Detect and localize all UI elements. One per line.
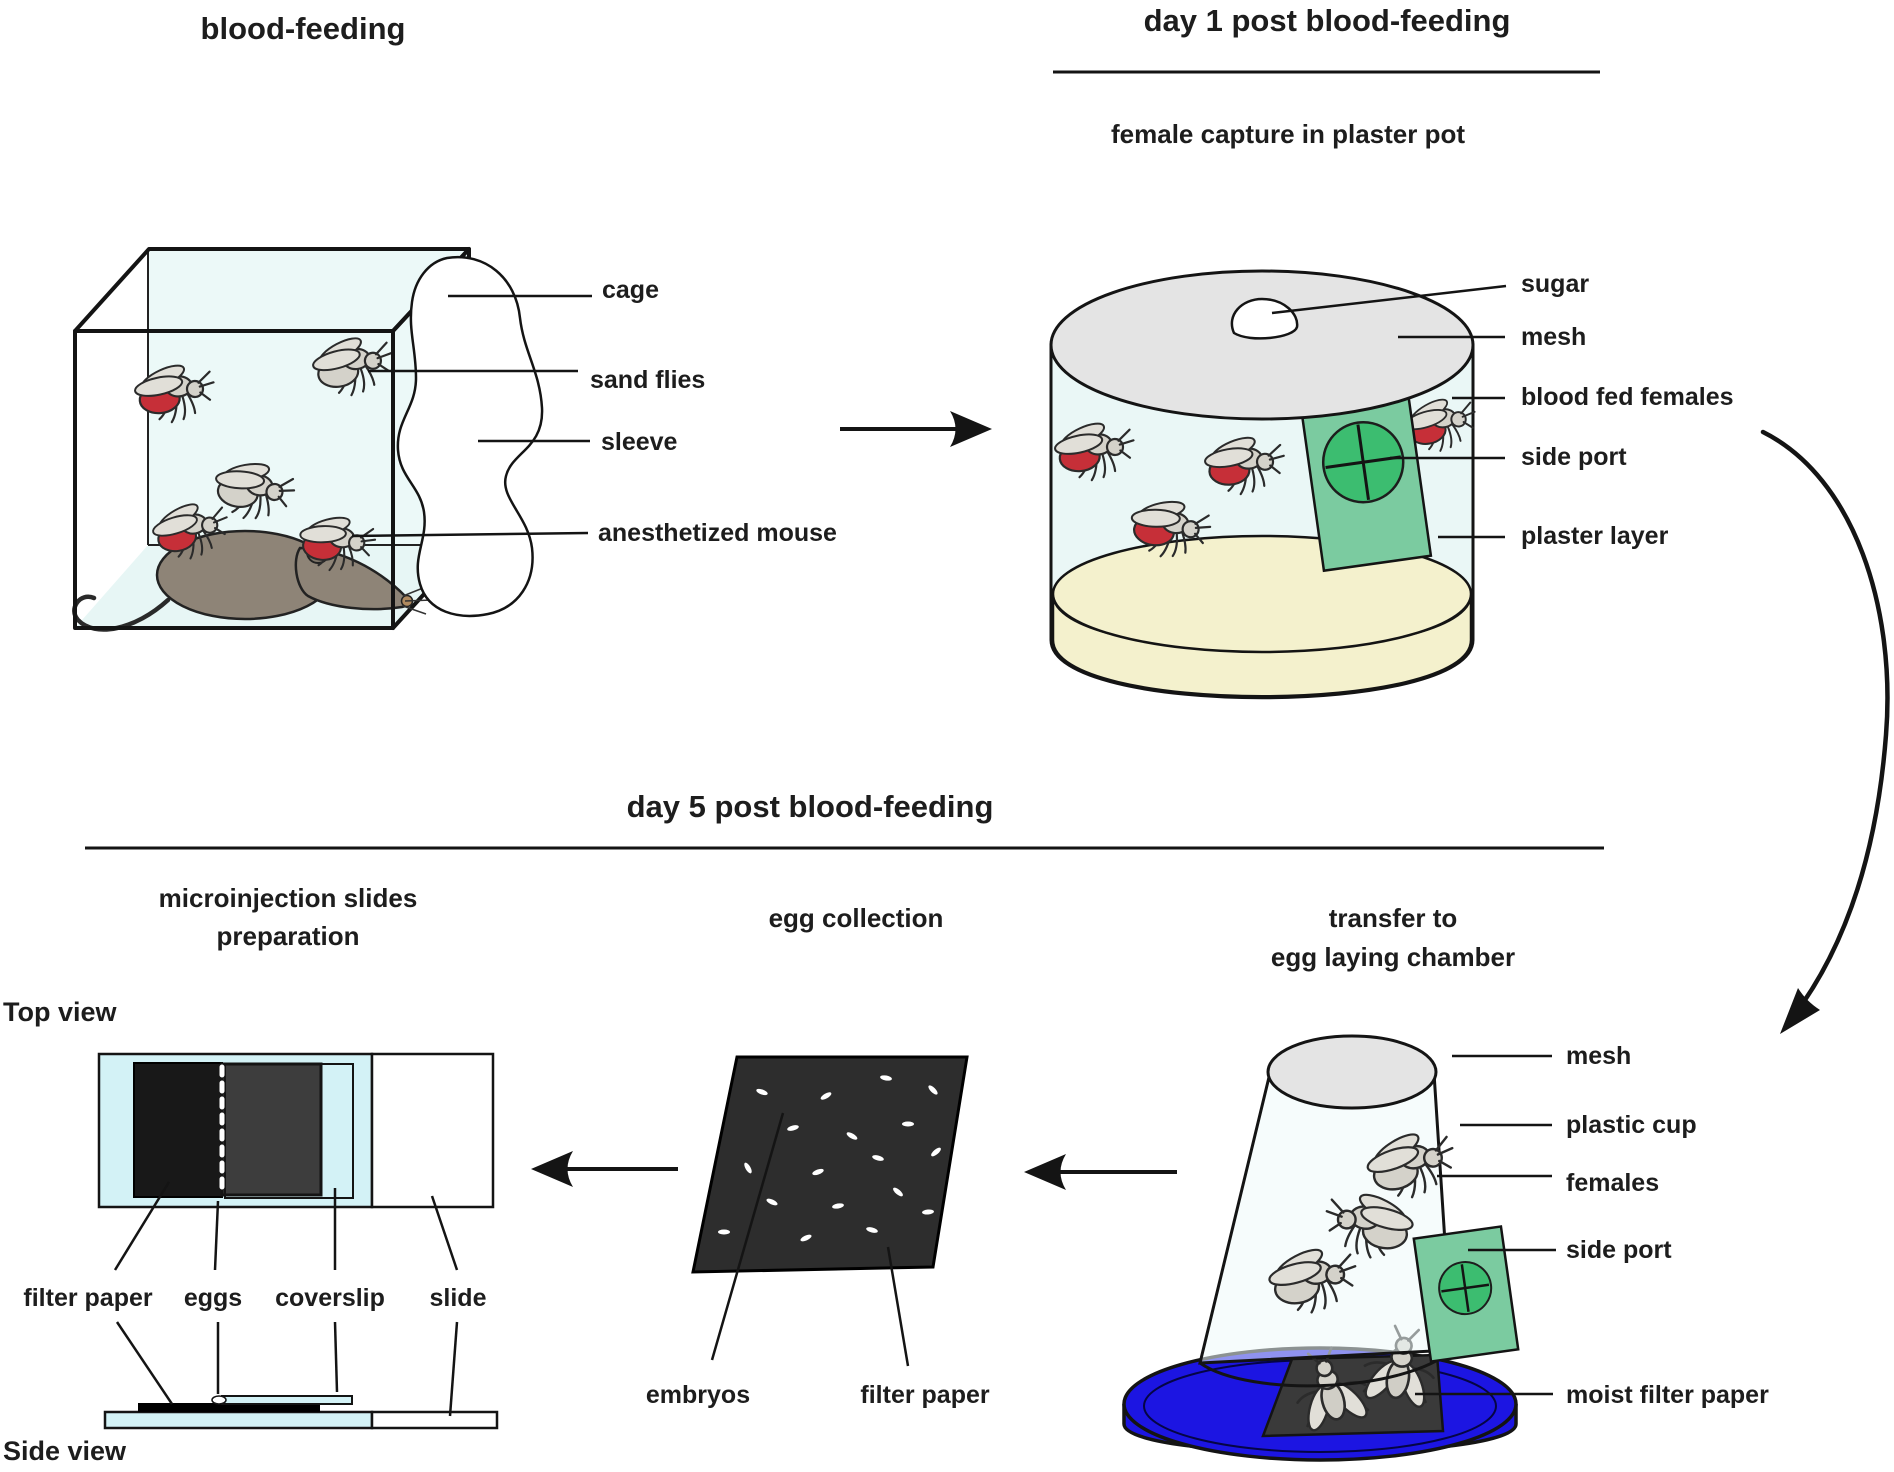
label-sugar: sugar — [1521, 270, 1590, 298]
arrow-right-icon — [840, 411, 992, 447]
arrow-left-icon — [1024, 1154, 1177, 1190]
label-moist-filter-paper: moist filter paper — [1566, 1381, 1769, 1409]
egg-laying-title-line1: transfer to — [1328, 903, 1458, 933]
white-slide — [372, 1054, 493, 1207]
label-side-port-cup: side port — [1566, 1236, 1672, 1264]
label-filter-paper-slide: filter paper — [23, 1284, 153, 1312]
label-mesh-cup: mesh — [1566, 1042, 1632, 1070]
label-plaster-layer: plaster layer — [1521, 522, 1669, 550]
curved-arrow-icon — [1763, 432, 1887, 1034]
top-view-label: Top view — [3, 997, 117, 1027]
egg-icon — [212, 1396, 226, 1404]
label-mesh-pot: mesh — [1521, 323, 1587, 351]
step1-title: blood-feeding — [200, 11, 406, 46]
label-anesthetized-mouse: anesthetized mouse — [598, 519, 837, 547]
step2-title: day 1 post blood-feeding — [1143, 3, 1511, 38]
label-slide: slide — [429, 1284, 487, 1312]
microinjection-title-line2: preparation — [216, 921, 360, 951]
label-cage: cage — [602, 276, 659, 304]
white-slide-side — [372, 1412, 497, 1428]
label-plastic-cup: plastic cup — [1566, 1111, 1697, 1139]
plastic-cup-icon — [1200, 1073, 1452, 1363]
egg-collection-title: egg collection — [768, 903, 944, 933]
step3-title: day 5 post blood-feeding — [626, 789, 994, 824]
label-females: females — [1566, 1169, 1660, 1197]
label-side-port-pot: side port — [1521, 443, 1627, 471]
label-filter-paper-collection: filter paper — [860, 1381, 990, 1409]
coverslip-side — [222, 1396, 352, 1404]
egg-laying-title-line2: egg laying chamber — [1270, 942, 1516, 972]
arrow-left-icon — [531, 1151, 678, 1187]
label-eggs: eggs — [183, 1284, 243, 1312]
slide-top-view — [99, 1054, 493, 1207]
side-view-label: Side view — [3, 1436, 127, 1466]
mesh-lid — [1268, 1036, 1436, 1108]
step2-subtitle: female capture in plaster pot — [1111, 119, 1465, 149]
slide-side-view — [105, 1396, 497, 1428]
egg-collection-paper-icon — [693, 1057, 967, 1272]
plaster-pot-icon — [1051, 271, 1480, 698]
label-embryos: embryos — [645, 1381, 751, 1409]
label-sleeve: sleeve — [601, 428, 678, 456]
mesh-lid — [1051, 271, 1473, 419]
filter-paper-dark — [693, 1057, 967, 1272]
coverslip-topview — [222, 1064, 321, 1195]
side-port-icon — [1414, 1226, 1518, 1361]
label-coverslip: coverslip — [275, 1284, 385, 1312]
label-blood-fed-females: blood fed females — [1521, 383, 1734, 411]
filter-paper-topview — [134, 1063, 222, 1197]
sleeve-icon — [398, 257, 542, 616]
label-sand-flies: sand flies — [590, 366, 706, 394]
egg-laying-chamber-icon — [1124, 1036, 1518, 1460]
side-port-icon — [1301, 393, 1431, 570]
cyan-slide-side — [105, 1412, 372, 1428]
microinjection-title-line1: microinjection slides — [158, 883, 418, 913]
